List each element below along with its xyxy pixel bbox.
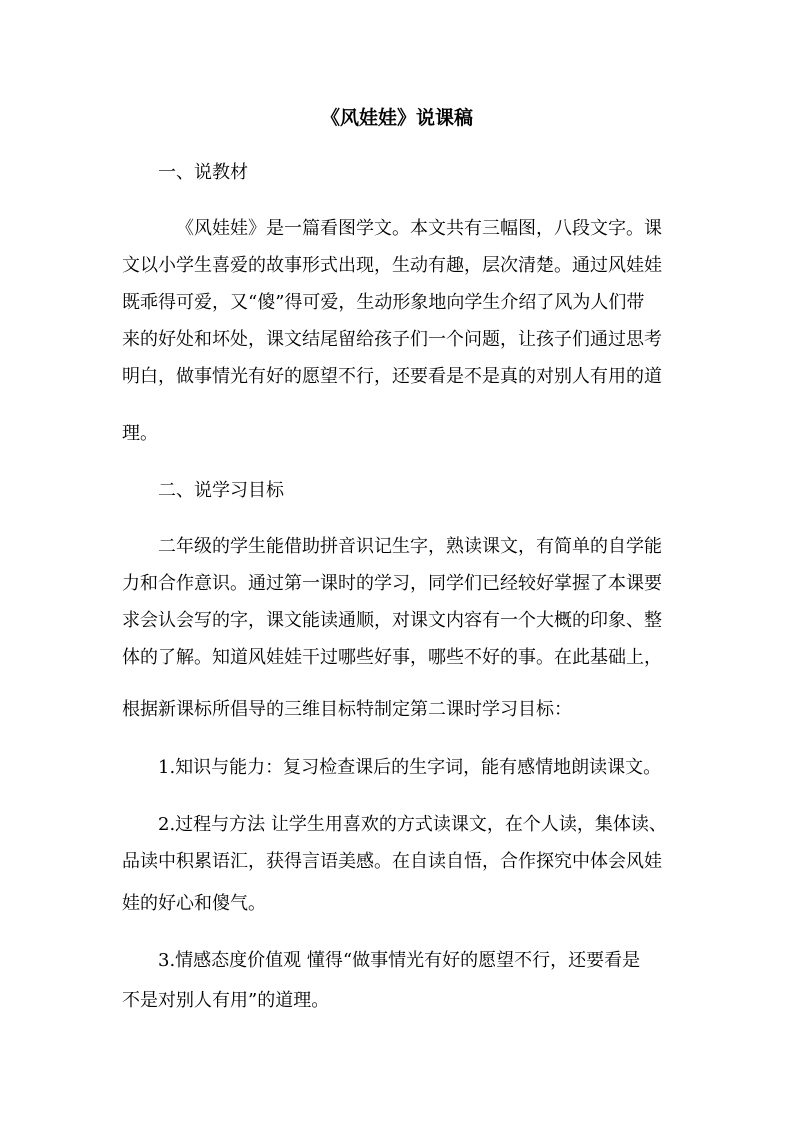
objective-item: 3.情感态度价值观 懂得“做事情光有好的愿望不行，还要看是	[158, 950, 641, 971]
paragraph-line: 来的好处和坏处，课文结尾留给孩子们一个问题，让孩子们通过思考	[122, 329, 662, 350]
paragraph-line: 品读中积累语汇，获得言语美感。在自读自悟，合作探究中体会风娃	[122, 851, 662, 872]
paragraph-line: 求会认会写的字，课文能读通顺，对课文内容有一个大概的印象、整	[122, 610, 662, 631]
paragraph-line: 明白，做事情光有好的愿望不行，还要看是不是真的对别人有用的道	[122, 366, 662, 387]
paragraph-line: 体的了解。知道风娃娃干过哪些好事，哪些不好的事。在此基础上，	[122, 647, 662, 668]
paragraph-line: 《风娃娃》是一篇看图学文。本文共有三幅图，八段文字。课	[176, 218, 662, 239]
page-title: 《风娃娃》说课稿	[320, 107, 473, 129]
paragraph-line: 理。	[122, 423, 158, 444]
section-heading: 一、说教材	[158, 162, 248, 183]
paragraph-line: 根据新课标所倡导的三维目标特制定第二课时学习目标：	[122, 699, 572, 720]
paragraph-line: 娃的好心和傻气。	[122, 893, 266, 914]
paragraph-line: 二年级的学生能借助拼音识记生字，熟读课文，有简单的自学能	[158, 536, 662, 557]
objective-item: 2.过程与方法 让学生用喜欢的方式读课文，在个人读，集体读、	[158, 814, 667, 835]
objective-item: 1.知识与能力：复习检查课后的生字词，能有感情地朗读课文。	[158, 757, 662, 778]
paragraph-line: 既乖得可爱，又“傻”得可爱，生动形象地向学生介绍了风为人们带	[122, 292, 645, 313]
paragraph-line: 力和合作意识。通过第一课时的学习，同学们已经较好掌握了本课要	[122, 573, 662, 594]
paragraph-line: 文以小学生喜爱的故事形式出现，生动有趣，层次清楚。通过风娃娃	[122, 255, 662, 276]
paragraph-line: 不是对别人有用”的道理。	[122, 990, 330, 1011]
section-heading: 二、说学习目标	[158, 480, 284, 501]
